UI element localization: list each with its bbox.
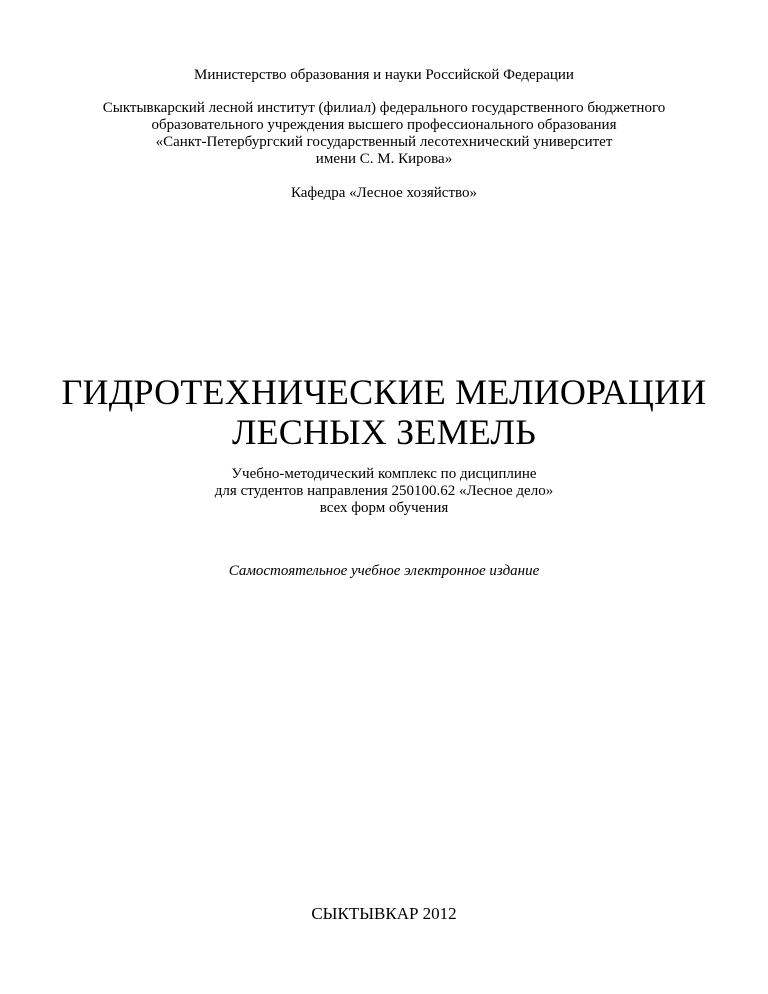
ministry-text: Министерство образования и науки Российской Федерации <box>194 67 574 83</box>
city-year: СЫКТЫВКАР 2012 <box>311 904 457 923</box>
subtitle-line-2: для студентов направления 250100.62 «Лесное дело» <box>214 483 554 499</box>
institute-line-4: имени С. М. Кирова» <box>315 151 453 167</box>
subtitle-line-3: всех форм обучения <box>319 500 449 516</box>
institute-line-3: «Санкт-Петербургский государственный лесотехнический университет <box>155 134 613 150</box>
title-line-1: ГИДРОТЕХНИЧЕСКИЕ МЕЛИОРАЦИИ <box>61 372 707 412</box>
title-line-2: ЛЕСНЫХ ЗЕМЕЛЬ <box>231 412 537 452</box>
edition-note: Самостоятельное учебное электронное издание <box>228 563 540 579</box>
institute-line-2: образовательного учреждения высшего профессионального образования <box>151 117 617 133</box>
institute-line-1: Сыктывкарский лесной институт (филиал) федерального государственного бюджетного <box>102 100 666 116</box>
subtitle-line-1: Учебно-методический комплекс по дисциплине <box>231 466 537 482</box>
department-text: Кафедра «Лесное хозяйство» <box>290 185 478 201</box>
